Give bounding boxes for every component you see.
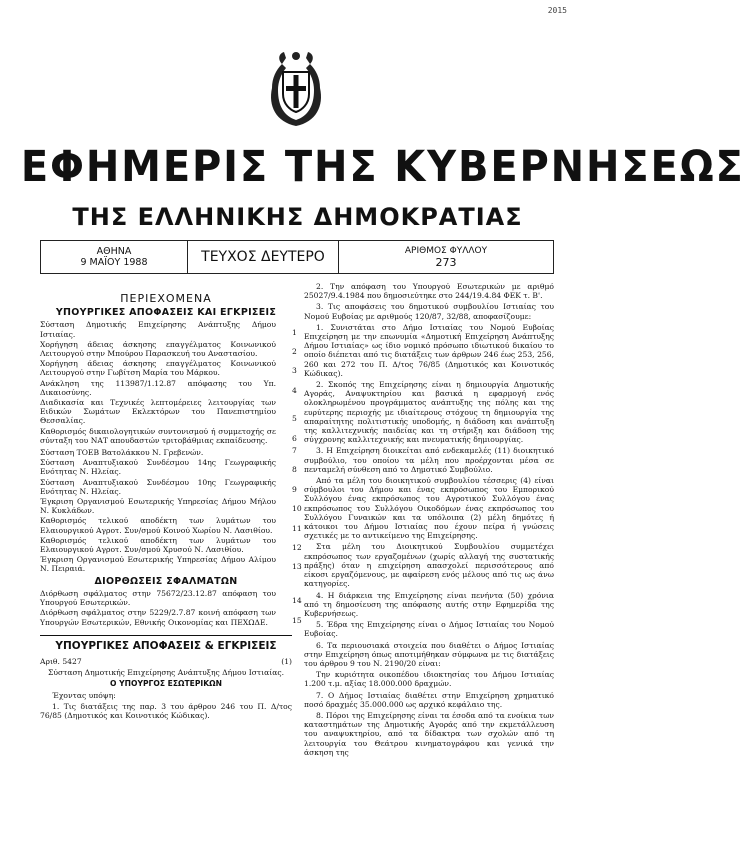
contents-entry <box>40 555 302 574</box>
contents-entry-text: Χορήγηση άδειας άσκησης επαγγέλματος Κοινωνικού Λειτουργού στην Γωβίτση Μαρία του Μάρκου. <box>40 359 276 378</box>
contents-entry-page: 9 <box>292 484 297 494</box>
contents-entry-page: 4 <box>292 385 297 395</box>
contents-entry-text: Σύσταση ΤΟΕΒ Βατολάκκου Ν. Γρεβενών. <box>40 448 204 458</box>
contents-entry-text: Ανάκληση της 113987/1.12.87 απόφασης του Υπ. Δικαιοσύνης. <box>40 378 276 397</box>
decision-header <box>40 657 292 666</box>
contents-entry-page: 12 <box>292 543 302 553</box>
body-paragraph: 2. Την απόφαση του Υπουργού Εσωτερικών με αριθμό 25027/9.4.1984 που δημοσιεύτηκε στο 244/19.4.84 ΦΕΚ τ. Β'. <box>304 282 554 301</box>
contents-entry-text: Χορήγηση άδειας άσκησης επαγγέλματος Κοινωνικού Λειτουργού στην Μπούρου Παρασκευή του Αναστασίου. <box>40 339 276 359</box>
contents-entry <box>40 378 297 397</box>
newspaper-subtitle: ΤΗΣ ΕΛΛΗΝΙΚΗΣ ΔΗΜΟΚΡΑΤΙΑΣ <box>72 203 523 231</box>
contents-entry <box>40 426 297 445</box>
body-paragraph: 4. Η διάρκεια της Επιχείρησης είναι πενήντα (50) χρόνια από τη δημοσίευση της απόφασης αυτής στην Εφημερίδα της Κυβερνήσεως. <box>304 590 554 618</box>
right-column <box>304 282 554 759</box>
contents-entry-page: 2 <box>292 347 297 357</box>
contents-entry-page: 8 <box>292 465 297 475</box>
contents-entry <box>40 497 302 516</box>
contents-entry-page: 13 <box>292 562 302 572</box>
contents-entry-page: 14 <box>292 596 302 606</box>
decision-tag: (1) <box>281 656 292 666</box>
contents-entry-page: 7 <box>292 446 297 456</box>
contents-entry <box>40 477 297 496</box>
contents-entry <box>40 339 297 359</box>
decision-number: Αριθ. 5427 <box>40 656 82 666</box>
contents-entry-text: Διόρθωση σφάλματος στην 75672/23.12.87 απόφαση του Υπουργού Εσωτερικών. <box>40 588 276 608</box>
contents-entry <box>40 320 297 339</box>
contents-entry-text: Σύσταση Δημοτικής Επιχείρησης Ανάπτυξης Δήμου Ιστιαίας. <box>40 320 276 339</box>
contents-entry-text: Έγκριση Οργανισμού Εσωτερικής Υπηρεσίας Δήμου Αλίμου Ν. Πειραιά. <box>40 555 276 574</box>
contents-entry <box>40 588 302 608</box>
section-divider <box>40 635 292 636</box>
contents-entry-page: 3 <box>292 366 297 376</box>
contents-entry-page: 11 <box>292 523 302 533</box>
body-paragraph: Από τα μέλη του διοικητικού συμβουλίου τέσσερις (4) είναι σύμβουλοι του Δήμου και ένας εκπρόσωπος του Εμπορικού Συλλόγου ένας εκπρόσωπος του Αγροτικού Συλλόγου ένας εκπρόσωπος του Συλλόγου Οικοδόμων ένας εκπρόσωπος του Συλλόγου Γυναικών και τα υπόλοιπα (2) μέλη δημότες ή κάτοικοι του Δήμου Ιστιαίας που έχουν πείρα ή γνώσεις σχετικές με το αντικείμενο της Επιχείρησης. <box>304 476 554 541</box>
contents-list-decisions <box>40 320 302 574</box>
body-paragraph: 6. Τα περιουσιακά στοιχεία που διαθέτει ο Δήμος Ιστιαίας στην Επιχείρηση όπως αποτιμήθηκαν σύμφωνα με τις διατάξεις του άρθρου 9 του Ν. 2190/20 είναι: <box>304 640 554 668</box>
body-paragraph: 2. Σκοπός της Επιχείρησης είναι η δημιουργία Δημοτικής Αγοράς, Αναψυκτηρίου και βασικά η εφαρμογή ενός ολοκληρωμένου προγράμματος ανάπτυξης της πόλης και της ευρύτερης περιοχής με ιδιαίτερους στόχους τη δημιουργία της απαραίτητης πολιτιστικής υποδομής, η διάδοση και ανάπτυξη της καλλιτεχνικής παιδείας και τη στήριξη και διάδοση της σύγχρονης καλλιτεχνικής και πνευματικής δημιουργίας. <box>304 380 554 445</box>
contents-entry-page: 1 <box>292 327 297 337</box>
contents-entry <box>40 446 297 458</box>
contents-entry <box>40 516 302 535</box>
contents-entry <box>40 608 302 627</box>
body-paragraph: 5. Έδρα της Επιχείρησης είναι ο Δήμος Ιστιαίας του Νομού Ευβοίας. <box>304 620 554 639</box>
coat-of-arms-emblem <box>262 48 330 130</box>
contents-section-decisions: ΥΠΟΥΡΓΙΚΕΣ ΑΠΟΦΑΣΕΙΣ ΚΑΙ ΕΓΚΡΙΣΕΙΣ <box>55 307 277 319</box>
minister-title: Ο ΥΠΟΥΡΓΟΣ ΕΣΩΤΕΡΙΚΩΝ <box>110 679 222 689</box>
contents-entry-text: Διόρθωση σφάλματος στην 5229/2.7.87 κοινή απόφαση των Υπουργών Εσωτερικών, Εθνικής Οικονομίας και ΠΕΧΩΔΕ. <box>40 608 276 627</box>
contents-entry-page: 5 <box>292 414 297 424</box>
contents-entry <box>40 535 302 555</box>
body-paragraph: 1. Συνιστάται στο Δήμο Ιστιαίας του Νομού Ευβοίας Επιχείρηση με την επωνυμία «Δημοτική Επιχείρηση Ανάπτυξης Δήμου Ιστιαίας» ως ίδιο νομικό πρόσωπο ιδιωτικού δικαίου το οποίο διέπεται από τις διατάξεις των άρθρων 246 έως 253, 256, 260 και 272 του Π. Δ/τος 76/85 (Δημοτικός και Κοινοτικός Κώδικας). <box>304 322 554 378</box>
sheet-number: 273 <box>435 256 457 269</box>
issue-date: 9 ΜΑΪΟΥ 1988 <box>80 257 148 268</box>
body-paragraph: Στα μέλη του Διοικητικού Συμβουλίου συμμετέχει εκπρόσωπος των εργαζομένων (χωρίς αλλαγή της συστατικής πράξης) όταν η επιχείρηση απασχολεί περισσότερους από είκοσι εργαζόμενους, με αφαίρεση ενός μέλους από τις ως άνω κατηγορίες. <box>304 542 554 589</box>
contents-entry-page: 6 <box>292 433 297 443</box>
contents-entry-text: Έγκριση Οργανισμού Εσωτερικής Υπηρεσίας Δήμου Μήλου Ν. Κυκλάδων. <box>40 497 276 516</box>
considering-label: Έχοντας υπόψη: <box>52 690 116 700</box>
newspaper-title: ΕΦΗΜΕΡΙΣ ΤΗΣ ΚΥΒΕΡΝΗΣΕΩΣ <box>20 142 745 192</box>
body-paragraph: 3. Η Επιχείρηση διοικείται από ενδεκαμελές (11) διοικητικό συμβούλιο, του οποίου τα μέλη που προέρχονται μέσα σε πενταμελή σύνθεση από το Δημοτικό Συμβούλιο. <box>304 446 554 474</box>
contents-entry-text: Σύσταση Αναπτυξιακού Συνδέσμου 14ης Γεωγραφικής Ενότητας Ν. Ηλείας. <box>40 458 276 477</box>
sheet-number-cell <box>339 241 553 273</box>
place-date-cell <box>41 241 188 273</box>
body-paragraph: Την κυριότητα οικοπέδου ιδιοκτησίας του Δήμου Ιστιαίας 1.200 τ.μ. αξίας 18.000.000 δραχμών. <box>304 670 554 689</box>
contents-entry <box>40 398 297 426</box>
contents-entry-page: 10 <box>292 504 302 514</box>
body-paragraph: 3. Τις αποφάσεις του δημοτικού συμβουλίου Ιστιαίας του Νομού Ευβοίας με αριθμούς 120/87, 32/88, αποφασίζουμε: <box>304 302 554 321</box>
page-number: 2015 <box>547 6 567 15</box>
contents-entry <box>40 359 297 378</box>
contents-entry-text: Καθορισμός τελικού αποδέκτη των λυμάτων του Ελαιουργικού Αγροτ. Συν/σμού Χρυσού Ν. Λασιθίου. <box>40 535 276 555</box>
contents-entry-text: Σύσταση Αναπτυξιακού Συνδέσμου 10ης Γεωγραφικής Ενότητας Ν. Ηλείας. <box>40 477 276 496</box>
contents-section-corrections: ΔΙΟΡΘΩΣΕΙΣ ΣΦΑΛΜΑΤΩΝ <box>94 575 238 587</box>
contents-entry-text: Διαδικασία και Τεχνικές λεπτομέρειες λειτουργίας των Ειδικών Σωμάτων Εκλεκτόρων του Πανεπιστημίου Θεσσαλίας. <box>40 398 276 426</box>
decision-subject: Σύσταση Δημοτικής Επιχείρησης Ανάπτυξης Δήμου Ιστιαίας. <box>47 668 285 678</box>
decision-paragraph: 1. Τις διατάξεις της παρ. 3 του άρθρου 246 του Π. Δ/τος 76/85 (Δημοτικός και Κοινοτικός Κώδικας). <box>40 701 292 720</box>
left-column <box>40 282 302 722</box>
sheet-label: ΑΡΙΘΜΟΣ ΦΥΛΛΟΥ <box>404 246 488 256</box>
contents-heading: ΠΕΡΙΕΧΟΜΕΝΑ <box>120 292 212 305</box>
issue-volume: ΤΕΥΧΟΣ ΔΕΥΤΕΡΟ <box>201 249 325 265</box>
city-label: ΑΘΗΝΑ <box>96 246 132 257</box>
contents-list-corrections <box>40 588 302 627</box>
contents-entry-text: Καθορισμός δικαιολογητικών συντονισμού ή συμμετοχής σε σύνταξη του ΝΑΤ απουδαστών τριτοβάθμιας εκπαίδευσης. <box>40 426 276 445</box>
body-paragraph: 7. Ο Δήμος Ιστιαίας διαθέτει στην Επιχείρηση χρηματικό ποσό δραχμές 35.000.000 ως αρχικό κεφάλαιο της. <box>304 690 554 709</box>
contents-entry-page: 15 <box>292 615 302 625</box>
issue-header-box <box>40 240 554 274</box>
main-section-title: ΥΠΟΥΡΓΙΚΕΣ ΑΠΟΦΑΣΕΙΣ & ΕΓΚΡΙΣΕΙΣ <box>55 639 277 652</box>
issue-volume-cell <box>188 241 339 273</box>
contents-entry <box>40 458 297 477</box>
contents-entry-text: Καθορισμός τελικού αποδέκτη των λυμάτων του Ελαιουργικού Αγροτ. Συν/σμού Κοινού Χωρίου Ν. Λασιθίου. <box>40 516 276 535</box>
body-paragraph: 8. Πόροι της Επιχείρησης είναι τα έσοδα από τα ενοίκια των καταστημάτων της Δημοτικής Αγοράς από την εκμετάλλευση του αναψυκτηρίου, από τα δίδακτρα των σχολών από τη λειτουργία του Θεάτρου κινηματογράφου και γενικά την άσκηση της <box>304 710 554 757</box>
